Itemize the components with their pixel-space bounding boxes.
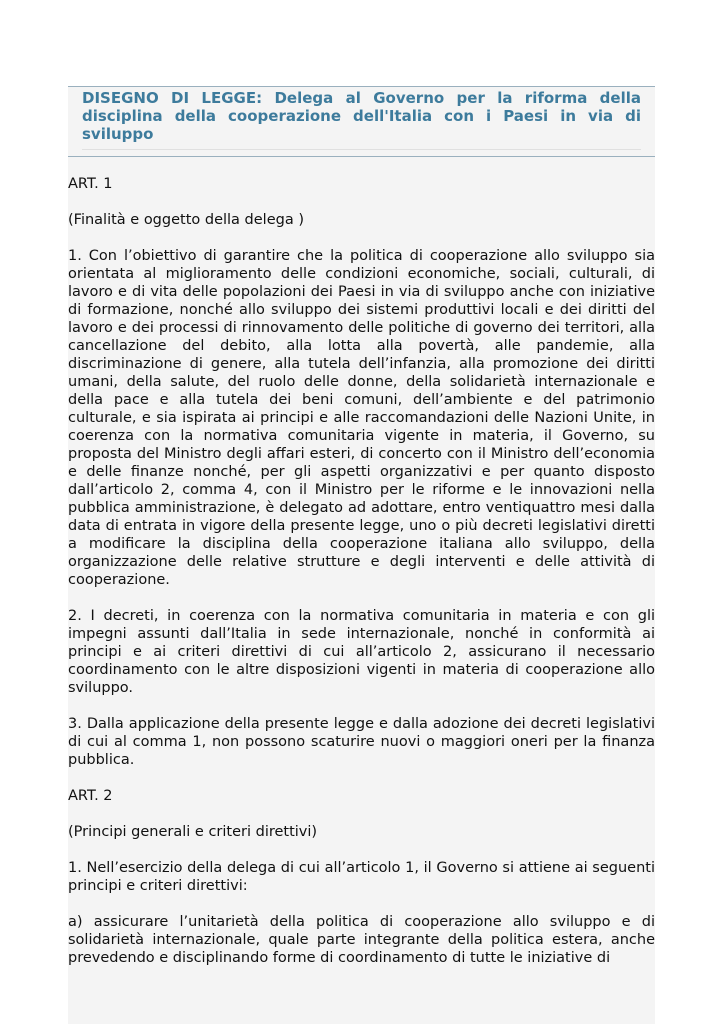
document-content xyxy=(68,86,655,1024)
article-subtitle: (Principi generali e criteri direttivi) xyxy=(68,824,318,840)
article-heading: ART. 1 xyxy=(68,176,113,192)
document-body xyxy=(68,175,655,967)
article-heading: ART. 2 xyxy=(68,788,113,804)
paragraph: 2. I decreti, in coerenza con la normativa comunitaria in materia e con gli impegni assunti dall’Italia in sede internazionale, nonché in conformità ai principi e ai criteri direttivi di cui all’articolo 2, assicurano il necessario coordinamento con le altre disposizioni vigenti in materia di cooperazione allo sviluppo. xyxy=(68,608,655,696)
paragraph: 3. Dalla applicazione della presente legge e dalla adozione dei decreti legislativi di cui al comma 1, non possono scaturire nuovi o maggiori oneri per la finanza pubblica. xyxy=(68,716,655,768)
paragraph: 1. Con l’obiettivo di garantire che la politica di cooperazione allo sviluppo sia orientata al miglioramento delle condizioni economiche, sociali, culturali, di lavoro e di vita delle popolazioni dei Paesi in via di sviluppo anche con iniziative di formazione, nonché allo sviluppo dei sistemi produttivi locali e dei diritti del lavoro e dei processi di rinnovamento delle politiche di governo dei territori, alla cancellazione del debito, alla lotta alla povertà, alle pandemie, alla discriminazione di genere, alla tutela dell’infanzia, alla promozione dei diritti umani, della salute, del ruolo delle donne, della solidarietà internazionale e della pace e alla tutela dei beni comuni, dell’ambiente e del patrimonio culturale, e sia ispirata ai principi e alle raccomandazioni delle Nazioni Unite, in coerenza con la normativa comunitaria vigente in materia, il Governo, su proposta del Ministro degli affari esteri, di concerto con il Ministro dell’economia e delle finanze nonché, per gli aspetti organizzativi e per quanto disposto dall’articolo 2, comma 4, con il Ministro per le riforme e le innovazioni nella pubblica amministrazione, è delegato ad adottare, entro ventiquattro mesi dalla data di entrata in vigore della presente legge, uno o più decreti legislativi diretti a modificare la disciplina della cooperazione italiana allo sviluppo, della organizzazione delle relative strutture e degli interventi e delle attività di cooperazione. xyxy=(68,248,655,588)
paragraph: a) assicurare l’unitarietà della politica di cooperazione allo sviluppo e di solidarietà internazionale, quale parte integrante della politica estera, anche prevedendo e disciplinando forme di coordinamento di tutte le iniziative di xyxy=(68,914,655,966)
article-subtitle: (Finalità e oggetto della delega ) xyxy=(68,212,304,228)
paragraph: 1. Nell’esercizio della delega di cui all’articolo 1, il Governo si attiene ai seguenti principi e criteri direttivi: xyxy=(68,860,655,894)
document-title: DISEGNO DI LEGGE: Delega al Governo per la riforma della disciplina della cooperazione dell'Italia con i Paesi in via di sviluppo xyxy=(82,89,641,150)
title-box xyxy=(68,86,655,157)
